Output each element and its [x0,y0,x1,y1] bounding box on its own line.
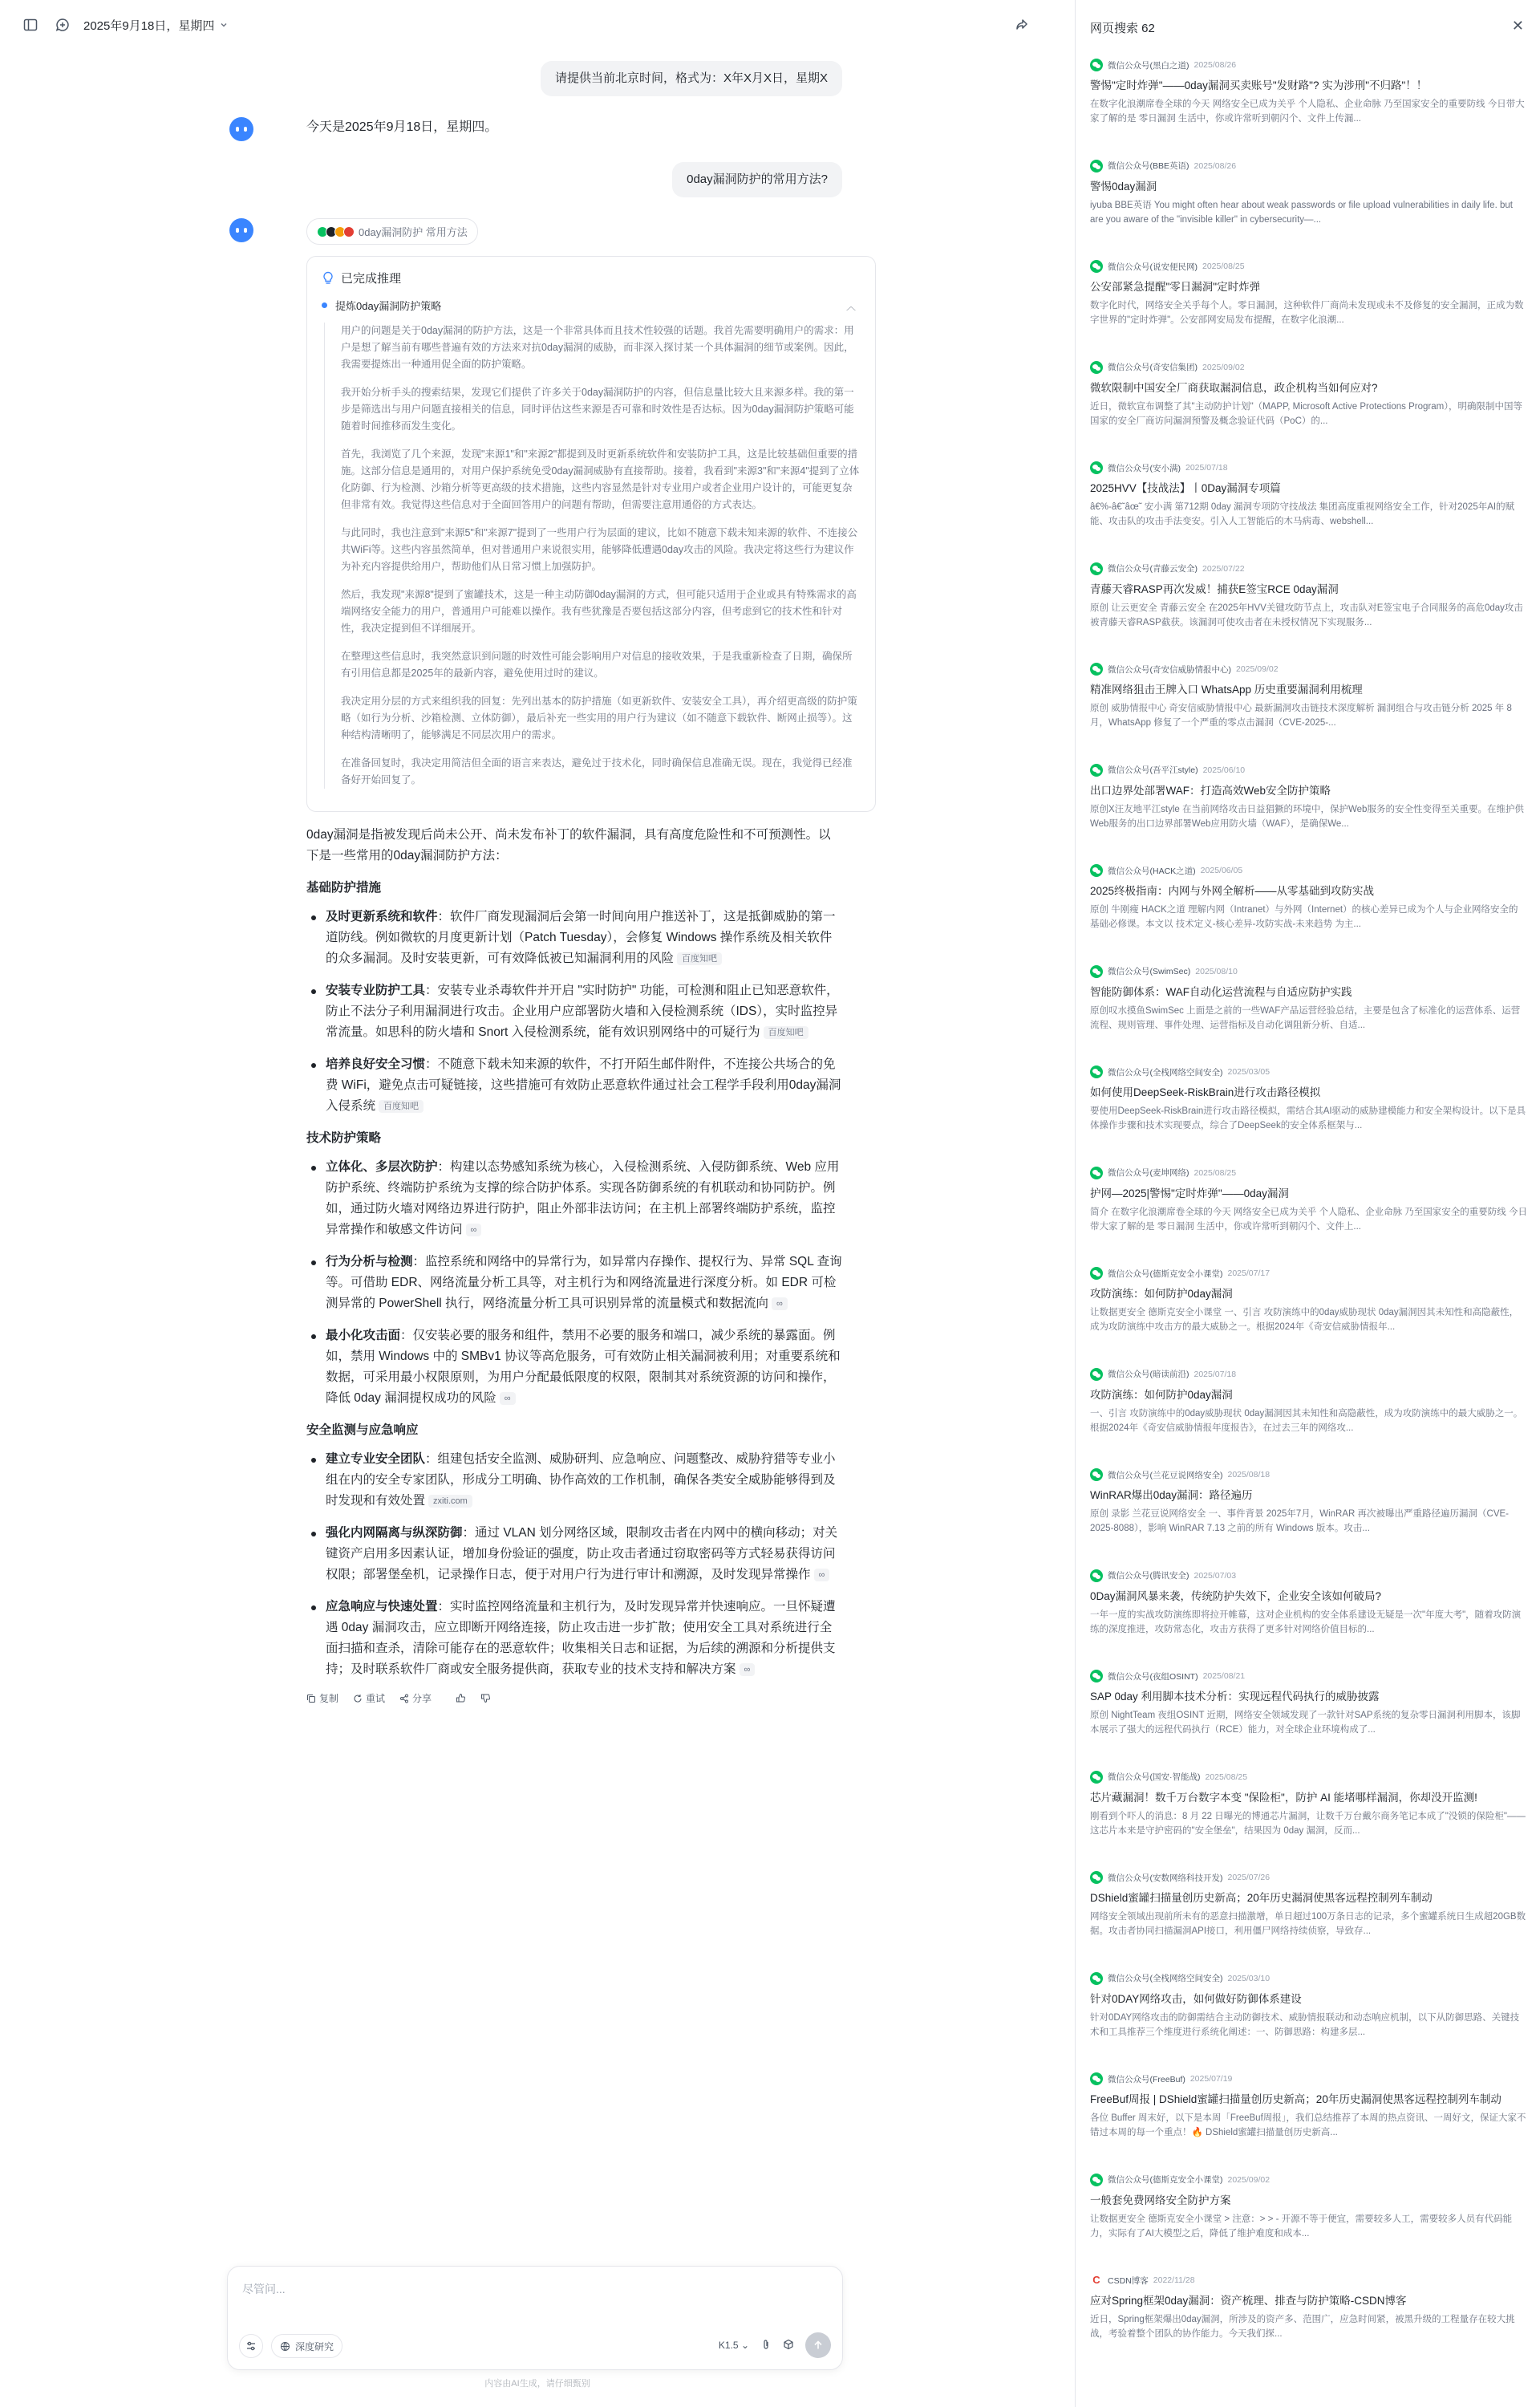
wechat-icon [1090,1468,1103,1481]
wechat-icon [1090,461,1103,474]
assistant-message [265,117,842,138]
result-title[interactable]: 应对Spring框架0day漏洞：资产梳理、排查与防护策略-CSDN博客 [1090,2295,1407,2307]
result-source: 微信公众号(黑白之道) [1108,60,1189,71]
result-snippet: 针对0DAY网络攻击的防御需结合主动防御技术、威胁情报联动和动态响应机制，以下从防御思路、关键技术和工具推荐三个维度进行系统化阐述：一、防御思路：构建多层... [1090,2012,1520,2037]
result-meta [1090,1669,1527,1683]
search-results-list [1090,58,1527,2374]
wechat-icon [1090,965,1103,978]
wechat-icon [1090,562,1103,575]
citation-badge[interactable]: 百度知吧 [379,1100,424,1113]
assistant-message [265,218,860,1705]
search-result[interactable] [1090,1770,1527,1871]
result-source: 微信公众号(麦坤网络) [1108,1168,1189,1178]
reasoning-header [322,270,861,286]
chevron-down-icon [219,20,229,30]
new-chat-icon[interactable] [51,14,74,36]
item-text: ：安装专业杀毒软件并开启 "实时防护" 功能，可检测和阻止已知恶意软件，防止不法分子利用漏洞进行攻击。企业用户应部署防火墙和入侵检测系统（IDS），实时监控异常流量。如思科的防火墙和 Snort 入侵检测系统，能有效识别网络中的可疑行为 [326,984,839,1039]
result-date: 2025/07/18 [1194,1369,1237,1379]
search-result[interactable] [1090,662,1527,763]
section-heading: 技术防护策略 [306,1131,382,1145]
citation-badge[interactable]: 百度知吧 [677,952,722,965]
reasoning-panel [306,256,876,812]
result-snippet: 数字化时代，网络安全关乎每个人。零日漏洞，这种软件厂商尚未发现或未不及修复的安全漏洞，正成为数字世界的"定时炸弹"。公安部网安局发布提醒，在数字化浪潮... [1090,301,1524,325]
result-title[interactable]: 2025HVV【技战法】丨0Day漏洞专项篇 [1090,482,1281,494]
list-item [306,907,842,969]
result-title[interactable]: 智能防御体系：WAF自动化运营流程与自适应防护实践 [1090,985,1352,998]
section-list [306,907,842,1117]
wechat-icon [1090,663,1103,676]
search-sources-chip[interactable] [306,218,478,245]
list-item [306,1252,842,1314]
result-title[interactable]: 芯片藏漏洞！数千万台数字本变 "保险柜"，防护 AI 能堵哪样漏洞，你却没开监测! [1090,1791,1477,1804]
search-result[interactable] [1090,1870,1527,1971]
wechat-icon [1090,1167,1103,1179]
item-text: ：组建包括安全监测、威胁研判、应急响应、问题整改、威胁狩猎等专业小组在内的安全专家团队，形成分工明确、协作高效的工作机制，确保各类安全威胁能够得到及时发现和有效处置 [326,1452,836,1508]
result-meta [1090,461,1527,475]
result-meta [1090,1266,1527,1281]
send-button[interactable] [805,2332,831,2358]
result-meta [1090,662,1527,676]
search-result[interactable] [1090,2173,1527,2274]
result-date: 2025/07/22 [1202,563,1245,574]
assistant-reply-1: 今天是2025年9月18日，星期四。 [306,120,498,134]
reasoning-step[interactable] [322,298,861,313]
result-meta [1090,863,1527,878]
result-source: 微信公众号(说安便民网) [1108,262,1198,272]
item-text: ：通过 VLAN 划分网络区域，限制攻击者在内网中的横向移动；对关键资产启用多因素认证，增加身份验证的强度，防止攻击者通过窃取密码等方式轻易获得访问权限；部署堡垒机，记录操作日志，便于对用户行为进行审计和溯源，及时发现异常操作 [326,1526,838,1581]
lightbulb-icon [322,271,334,286]
result-title[interactable]: 出口边界处部署WAF：打造高效Web安全防护策略 [1090,784,1331,797]
copy-icon [306,1694,316,1703]
reasoning-paragraph: 在准备回复时，我决定用简洁但全面的语言来表达，避免过于技术化，同时确保信息准确无误。现在，我觉得已经准备好开始回复了。 [341,757,853,785]
top-bar [0,0,1075,50]
result-date: 2025/09/02 [1202,362,1245,372]
result-snippet: 让数据更安全 德斯克安全小课堂 > 注意：> > - 开源不等于便宜，需要较多人工，需要较多人员有代码能力，实际有了AI大模型之后，降低了维护难度和成本... [1090,2214,1513,2239]
conversation [265,50,860,1726]
result-snippet: 各位 Buffer 周末好，以下是本周「FreeBuf周报」，我们总结推荐了本周的热点资讯、一周好文，保证大家不错过本周的每一个重点！🔥 DShield蜜罐扫描量创历史新高... [1090,2113,1526,2137]
retry-label: 重试 [366,1693,386,1704]
result-meta [1090,2173,1527,2187]
item-text: ：不随意下载未知来源的软件，不打开陌生邮件附件，不连接公共场合的免费 WiFi，避免点击可疑链接，这些措施可有效防止恶意软件通过社会工程学手段利用0day漏洞入侵系统 [326,1057,841,1113]
result-meta [1090,562,1527,576]
result-title[interactable]: 攻防演练：如何防护0day漏洞 [1090,1388,1233,1401]
result-date: 2025/07/26 [1227,1873,1270,1882]
result-title[interactable]: 攻防演练：如何防护0day漏洞 [1090,1288,1233,1300]
result-meta [1090,1971,1527,1986]
wechat-icon [1090,2174,1103,2186]
result-source: CSDN博客 [1108,2275,1149,2286]
search-result[interactable] [1090,461,1527,562]
result-source: 微信公众号(奇安信威胁情报中心) [1108,664,1231,675]
result-meta [1090,1870,1527,1885]
result-title[interactable]: 警惕"定时炸弹"——0day漏洞买卖账号"发财路"? 实为涉刑"不归路"！！ [1090,79,1428,91]
attach-icon[interactable] [760,2339,772,2352]
result-date: 2025/06/05 [1200,866,1243,875]
user-message [265,162,842,197]
copy-button[interactable] [306,1691,338,1705]
wechat-icon [1090,260,1103,273]
result-meta [1090,1065,1527,1079]
result-date: 2025/09/02 [1227,2174,1270,2185]
share-icon[interactable] [1011,14,1033,36]
result-snippet: 原创 NightTeam 夜组OSINT 近期，网络安全领域发现了一款针对SAP系统的复杂零日漏洞利用脚本，该脚本展示了强大的远程代码执行（RCE）能力，对全球企业环境构成了... [1090,1711,1521,1735]
wechat-icon [1090,764,1103,777]
result-title[interactable]: 2025终极指南：内网与外网全解析——从零基础到攻防实战 [1090,885,1375,897]
result-meta [1090,2072,1527,2086]
user-bubble-2: 0day漏洞防护的常用方法? [672,162,842,197]
search-result[interactable] [1090,58,1527,159]
result-date: 2025/03/10 [1227,1973,1270,1983]
result-title[interactable]: 公安部紧急提醒"零日漏洞"定时炸弹 [1090,281,1261,293]
model-label: K1.5 [718,2340,739,2351]
result-meta [1090,1467,1527,1482]
sliders-icon [245,2340,257,2352]
result-snippet: 原创 录影 兰花豆说网络安全 一、事件背景 2025年7月，WinRAR 再次被曝出严重路径遍历漏洞（CVE-2025-8088），影响 WinRAR 7.13 之前的所有 Windows 版本。攻击... [1090,1509,1510,1533]
item-text: ：构建以态势感知系统为核心，入侵检测系统、入侵防御系统、Web 应用防护系统、终端防护系统为支撑的综合防护体系。实现各防御系统的有机联动和协同防护。例如，通过防火墙对网络边界进行防护，阻止外部非法访问；在主机上部署终端防护系统，监控异常操作和敏感文件访问 [326,1160,840,1236]
search-result[interactable] [1090,1467,1527,1569]
item-title: 最小化攻击面 [326,1329,401,1342]
result-snippet: 简介 在数字化浪潮席卷全球的今天 网络安全已成为关乎 个人隐私、企业命脉 乃至国家安全的重要防线 今日带大家了解的是 零日漏洞 生活中，你或许常听到朝闪个、文件上... [1090,1207,1527,1232]
deep-research-label: 深度研究 [295,2340,334,2352]
reasoning-paragraph: 用户的问题是关于0day漏洞的防护方法，这是一个非常具体而且技术性较强的话题。我首先需要明确用户的需求：用户是想了解当前有哪些普遍有效的方法来对抗0day漏洞的威胁，而非深入探讨某一个具体漏洞的细节或案例。因此，我需要提炼出一种通用促全面的防护策略。 [341,325,854,370]
result-snippet: 原创 牛刚瘦 HACK之道 理解内网（Intranet）与外网（Internet）的核心差异已成为个人与企业网络安全的基础必修课。本文以 技术定义-核心差异-攻防实战-未来趋势 为主... [1090,905,1518,929]
item-title: 行为分析与检测 [326,1255,413,1268]
web-search-panel [1075,0,1540,2407]
list-item [306,1523,842,1585]
item-text: ：软件厂商发现漏洞后会第一时间向用户推送补丁，这是抵御威胁的第一道防线。例如微软的月度更新计划（Patch Tuesday），会修复 Windows 操作系统及相关软件的众多漏洞。及时安装更新，可有效降低被已知漏洞利用的风险 [326,910,836,965]
wechat-icon [1090,1065,1103,1078]
result-title[interactable]: 精准网络狙击王牌入口 WhatsApp 历史重要漏洞利用梳理 [1090,684,1363,696]
reasoning-paragraph: 在整理这些信息时，我突然意识到问题的时效性可能会影响用户对信息的接收效果，于是我重新检查了日期，确保所有引用信息都是2025年的最新内容，避免使用过时的建议。 [341,651,853,679]
result-meta [1090,763,1527,777]
result-title[interactable]: 微软限制中国安全厂商获取漏洞信息，政企机构当如何应对? [1090,381,1378,394]
reasoning-status: 已完成推理 [341,272,402,286]
result-snippet: 原创 威胁情报中心 奇安信威胁情报中心 最新漏洞攻击链技术深度解析 漏洞组合与攻击链分析 2025 年 8 月，WhatsApp 修复了一个严重的零点击漏洞（CVE-2025-... [1090,704,1512,728]
result-source: 微信公众号(腾讯安全) [1108,1571,1189,1581]
result-snippet: 刚看到个吓人的消息：8 月 22 日曝光的博通芯片漏洞，让数千万台戴尔商务笔记本成了"没锁的保险柜"——这芯片本来是守护密码的"安全堡垒"，结果因为 0day 漏洞，反而... [1090,1811,1526,1836]
section-heading: 基础防护措施 [306,881,382,895]
chevron-up-icon[interactable]: ︿ [845,301,856,312]
result-snippet: 近日，Spring框架爆出0day漏洞，所涉及的资产多、范围广，应急时间紧，被黑升级的工程量存在较大挑战，考验着整个团队的协作能力。今天我们探... [1090,2315,1515,2339]
list-item [306,1157,842,1240]
item-text: ：仅安装必要的服务和组件，禁用不必要的服务和端口，减少系统的暴露面。例如，禁用 Windows 中的 SMBv1 协议等高危服务，可有效防止相关漏洞被利用；对重要系统和数据，可采用最小权限原则，为用户分配最低限度的权限，限制其对系统资源的访问和操作，降低 0day 漏洞提权成功的风险 [326,1329,841,1405]
result-source: 微信公众号(BBE英语) [1108,161,1189,171]
sidebar-toggle-icon[interactable] [19,14,42,36]
list-item [306,1449,842,1512]
result-snippet: 网络安全领域出现前所未有的恶意扫描激增，单日超过100万条日志的记录，多个蜜罐系统日生成超20GB数据。攻击者协同扫描漏洞API接口，利用僵尸网络持续侦察，导致存... [1090,1912,1526,1936]
result-title[interactable]: DShield蜜罐扫描量创历史新高；20年历史漏洞使黑客远程控制列车制动 [1090,1892,1433,1904]
wechat-icon [1090,1972,1103,1985]
wechat-icon [1090,1771,1103,1784]
result-source: 微信公众号(FreeBuf) [1108,2074,1185,2084]
item-text: ：实时监控网络流量和主机行为，及时发现异常并快速响应。一旦怀疑遭遇 0day 漏洞攻击，应立即断开网络连接，防止攻击进一步扩散；使用安全工具对系统进行全面扫描和查杀，清除可能存在的恶意软件；收集相关日志和证据，为后续的溯源和分析提供支持；及时联系软件厂商或安全服务提供商，获取专业的技术支持和解决方案 [326,1600,836,1676]
wechat-icon [1090,864,1103,877]
citation-badge[interactable]: ∞ [772,1297,788,1310]
result-date: 2025/07/17 [1227,1268,1270,1278]
item-title: 立体化、多层次防护 [326,1160,438,1174]
result-title[interactable]: 0Day漏洞风暴来袭，传统防护失效下，企业安全该如何破局? [1090,1589,1382,1602]
assistant-avatar [229,218,253,242]
result-meta [1090,1166,1527,1180]
wechat-icon [1090,1871,1103,1884]
message-composer[interactable] [227,2266,843,2370]
result-date: 2025/08/25 [1205,1772,1248,1782]
citation-badge[interactable]: zxiti.com [428,1495,472,1508]
share-label: 分享 [412,1693,432,1704]
result-date: 2025/08/26 [1194,60,1237,70]
search-result[interactable] [1090,1367,1527,1468]
result-date: 2022/11/28 [1153,2275,1195,2285]
citation-badge[interactable]: ∞ [500,1392,516,1405]
result-meta [1090,360,1527,375]
csdn-icon: C [1092,2274,1100,2286]
wechat-icon [1090,1670,1103,1682]
result-snippet: 一年一度的实战攻防演练即将拉开帷幕，这对企业机构的安全体系建设无疑是一次"年度大考"，随着攻防演练的深度推进，攻防常态化，攻击方获得了更多针对网络价值目标的... [1090,1609,1522,1634]
globe-icon [280,2341,290,2352]
item-title: 及时更新系统和软件 [326,910,438,923]
cube-icon[interactable] [783,2339,794,2352]
result-meta [1090,259,1527,274]
result-date: 2025/07/19 [1189,2074,1233,2084]
answer-sections [306,878,842,1680]
result-snippet: 近日，微软宣布调整了其"主动防护计划"（MAPP, Microsoft Active Protections Program），明确限制中国等国家的安全厂商访问漏洞预警及概念验证代码（PoC）的... [1090,401,1522,426]
result-date: 2025/08/25 [1194,1167,1237,1178]
citation-badge[interactable]: ∞ [466,1224,482,1236]
result-source: 微信公众号(SwimSec) [1108,967,1191,976]
result-date: 2025/03/05 [1227,1067,1270,1077]
result-snippet: â€%-â€˜âœ˜ 安小满 第712期 0day 漏洞专项防守技战法 集团高度重视网络安全工作，针对2025年AI的赋能、攻击队的攻击手法变安。引入人工智能后的木马病毒、webshell... [1090,502,1515,526]
citation-badge[interactable]: 百度知吧 [764,1026,808,1039]
result-date: 2025/08/21 [1202,1671,1246,1681]
wechat-icon [1090,2072,1103,2085]
search-result[interactable] [1090,964,1527,1065]
reasoning-body [324,323,861,789]
result-date: 2025/09/02 [1236,664,1279,674]
result-title[interactable]: 警惕0day漏洞 [1090,180,1157,193]
result-date: 2025/08/10 [1195,966,1238,976]
search-result[interactable] [1090,763,1527,864]
search-result[interactable] [1090,1669,1527,1770]
result-date: 2025/06/10 [1202,765,1246,775]
list-item [306,1597,842,1680]
result-meta [1090,1569,1527,1583]
search-result[interactable] [1090,1065,1527,1166]
result-title[interactable]: FreeBuf周报 | DShield蜜罐扫描量创历史新高；20年历史漏洞使黑客远程控制列车制动 [1090,2093,1502,2105]
result-title[interactable]: 针对0DAY网络攻击，如何做好防御体系建设 [1090,1992,1302,2005]
refresh-icon [353,1694,363,1703]
result-date: 2025/08/26 [1194,160,1237,171]
result-source: 微信公众号(青藤云安全) [1108,564,1198,574]
result-source: 微信公众号(安小满) [1108,463,1181,473]
list-item [306,1054,842,1117]
result-meta [1090,58,1527,72]
result-meta [1090,1770,1527,1784]
item-title: 应急响应与快速处置 [326,1600,438,1613]
result-date: 2025/07/03 [1194,1570,1237,1581]
model-selector[interactable]: K1.5 ⌄ [718,2340,749,2351]
list-item [306,980,842,1043]
result-source: 微信公众号(夜组OSINT) [1108,1671,1198,1682]
wechat-icon [1090,1569,1103,1582]
user-message [265,61,842,96]
result-title[interactable]: 青藤天睿RASP再次发威！捕获E签宝RCE 0day漏洞 [1090,582,1339,595]
result-source: 微信公众号(国安·智能战) [1108,1772,1201,1782]
search-result[interactable] [1090,1569,1527,1670]
item-title: 强化内网隔离与纵深防御 [326,1526,463,1540]
item-title: 培养良好安全习惯 [326,1057,426,1071]
share-button[interactable] [399,1691,432,1705]
search-result[interactable] [1090,1971,1527,2072]
search-result[interactable] [1090,360,1527,461]
list-item [306,1325,842,1409]
result-source: 微信公众号(暗读前沿) [1108,1370,1189,1379]
item-title: 安装专业防护工具 [326,984,426,997]
search-result[interactable] [1090,2273,1527,2374]
result-source: 微信公众号(HACK之道) [1108,866,1196,876]
result-meta [1090,964,1527,979]
result-date: 2025/07/18 [1185,463,1228,473]
retry-button[interactable] [353,1691,385,1705]
result-source: 微信公众号(安数网络科技开发) [1108,1873,1223,1883]
result-meta [1090,159,1527,173]
close-icon[interactable]: ✕ [1511,18,1524,34]
reasoning-paragraph: 首先，我浏览了几个来源，发现"来源1"和"来源2"都提到及时更新系统软件和安装防护工具，这是比较基础但重要的措施。这部分信息是通用的，对用户保护系统免受0day漏洞威胁有直接帮助。接着，我看到"来源3"和"来源4"提到了立体化防御、行为检测、沙箱分析等更高级的技术措施，这些内容显然是针对专业用户或者企业用户设计的，可能更复杂但非常有效。我觉得这些信息对于全面回答用户的问题有帮助，但需要注意用通俗的方式表达。 [341,449,860,510]
section-list [306,1449,842,1680]
result-meta [1090,2273,1527,2287]
result-source: 微信公众号(德斯克安全小课堂) [1108,1268,1223,1279]
result-title[interactable]: SAP 0day 利用脚本技术分析：实现远程代码执行的威胁披露 [1090,1691,1380,1703]
result-date: 2025/08/25 [1202,262,1245,271]
arrow-up-icon [813,2340,824,2351]
result-snippet: 原创X汪友地平江style 在当前网络攻击日益猖獗的环境中，保护Web服务的安全性变得至关重要。在维护供Web服务的出口边界部署Web应用防火墙（WAF），是确保We... [1090,804,1524,829]
wechat-icon [1090,1368,1103,1381]
section-heading: 安全监测与应急响应 [306,1423,419,1437]
result-source: 微信公众号(奇安信集团) [1108,363,1198,372]
item-title: 建立专业安全团队 [326,1452,426,1466]
wechat-icon [1090,59,1103,71]
result-title[interactable]: 如何使用DeepSeek-RiskBrain进行攻击路径模拟 [1090,1086,1321,1098]
result-source: 微信公众号(全栈网络空间安全) [1108,1067,1223,1078]
result-snippet: 原创 让云更安全 青藤云安全 在2025年HVV关键攻防节点上，攻击队对E签宝电子合同服务的高危0day攻击被青藤天睿RASP截获。该漏洞可使攻击者在未授权情况下实现服务... [1090,603,1523,627]
result-title[interactable]: 一般套免费网络安全防护方案 [1090,2194,1231,2206]
search-result[interactable] [1090,562,1527,663]
result-date: 2025/08/18 [1227,1470,1270,1480]
wechat-icon [1090,361,1103,374]
reasoning-step-title: 提炼0day漏洞防护策略 [335,300,442,312]
result-title[interactable]: 护网—2025|警惕"定时炸弹"——0day漏洞 [1090,1187,1289,1199]
result-source: 微信公众号(吾平江style) [1108,765,1198,775]
source-icons [317,226,352,237]
thumbs-up-icon[interactable] [456,1693,466,1703]
message-actions [306,1691,842,1705]
result-snippet: 一、引言 攻防演练中的0day威胁现状 0day漏洞因其未知性和高隐蔽性，成为攻防演练中的最大威胁之一。根据2024年《奇安信威胁情报年度报告》，在过去三年的网络攻... [1090,1408,1523,1433]
result-snippet: 原创叹水摸鱼SwimSec 上面是之前的一些WAF产品运营经验总结，主要是包含了标准化的运营体系、运营流程、规则管理、事件处理、运营指标及自动化调阻新分析、自适... [1090,1005,1521,1030]
wechat-icon [1090,160,1103,173]
search-result[interactable] [1090,1266,1527,1367]
user-bubble-1: 请提供当前北京时间，格式为：X年X月X日，星期X [541,61,842,96]
ai-disclaimer: 内容由AI生成，请仔细甄别 [484,2379,590,2389]
item-text: ：监控系统和网络中的异常行为，如异常内存操作、提权行为、异常 SQL 查询等。可借助 EDR、网络流量分析工具等，对主机行为和网络流量进行深度分析。如 EDR 可检测异常的 PowerShell 执行，网络流量分析工具可识别异常的流量模式和数据流向 [326,1255,842,1310]
search-panel-title: 网页搜索 62 [1090,22,1155,35]
result-source: 微信公众号(全栈网络空间安全) [1108,1974,1223,1983]
result-snippet: 在数字化浪潮席卷全球的今天 网络安全已成为关乎 个人隐私、企业命脉 乃至国家安全的重要防线 今日带大家了解的是 零日漏洞 生活中，你或许常听到朝闪个、文件上传漏... [1090,99,1525,124]
composer-right-tools [719,2332,831,2358]
result-title[interactable]: WinRAR爆出0day漏洞：路径遍历 [1090,1489,1253,1501]
result-source: 微信公众号(兰花豆说网络安全) [1108,1470,1223,1480]
share-icon [399,1694,409,1703]
reasoning-paragraph: 我开始分析手头的搜索结果，发现它们提供了许多关于0day漏洞防护的内容，但信息量比较大且来源多样。我的第一步是筛选出与用户问题直接相关的信息，同时评估这些来源是否可靠和时效性是否达标。因为0day漏洞防护策略可能随着时间推移而发生变化。 [341,387,854,432]
search-result[interactable] [1090,2072,1527,2173]
copy-label: 复制 [319,1693,339,1704]
reasoning-paragraph: 我决定用分层的方式来组织我的回复：先列出基本的防护措施（如更新软件、安装安全工具），再介绍更高级的防护策略（如行为分析、沙箱检测、立体防御），最后补充一些实用的用户行为建议（如不随意下载软件、断网止损等）。这种结构清晰明了，能够满足不同层次用户的需求。 [341,696,857,741]
search-query-label: 0day漏洞防护 常用方法 [359,226,468,238]
result-meta [1090,1367,1527,1382]
search-result[interactable] [1090,863,1527,964]
result-snippet: iyuba BBE英语 You might often hear about weak passwords or file upload vulnerabilities in daily life. but are you aware of the "invisible killer" in cybersecurity—... [1090,200,1513,225]
result-snippet: 让数据更安全 德斯克安全小课堂 一、引言 攻防演练中的0day威胁现状 0day漏洞因其未知性和高隐蔽性，成为攻防演练中攻击方的最大威胁之一。根据2024年《奇安信威胁情报年... [1090,1308,1519,1332]
citation-badge[interactable]: ∞ [740,1663,756,1676]
search-result[interactable] [1090,159,1527,260]
reasoning-paragraph: 然后，我发现"来源8"提到了蜜罐技术，这是一种主动防御0day漏洞的方式，但可能只适用于企业或具有特殊需求的高端网络安全能力的用户，普通用户可能难以操作。我有些犹豫是否要包括这部分内容，但考虑到它的技术性和针对性，我决定提到但不详细展开。 [341,589,857,634]
result-snippet: 要使用DeepSeek-RiskBrain进行攻击路径模拟，需结合其AI驱动的威胁建模能力和安全架构设计。以下是具体操作步骤和技术实现要点，综合了DeepSeek的安全体系框架与... [1090,1106,1526,1130]
tools-button[interactable] [239,2334,263,2358]
section-list [306,1157,842,1409]
answer [306,825,842,1680]
wechat-icon [1090,1267,1103,1280]
search-result[interactable] [1090,1166,1527,1267]
answer-intro: 0day漏洞是指被发现后尚未公开、尚未发布补丁的软件漏洞，具有高度危险性和不可预测性。以下是一些常用的0day漏洞防护方法： [306,828,831,863]
composer-left-tools [239,2334,342,2358]
deep-research-button[interactable] [271,2334,342,2358]
search-result[interactable] [1090,259,1527,360]
thumbs-down-icon[interactable] [480,1693,491,1703]
result-source: 微信公众号(德斯克安全小课堂) [1108,2175,1223,2185]
composer-input[interactable]: 尽管问... [242,2283,286,2295]
reasoning-paragraph: 与此同时，我也注意到"来源5"和"来源7"提到了一些用户行为层面的建议，比如不随意下载未知来源的软件、不连接公共WiFi等。这些内容虽然简单，但对普通用户来说很实用，能够降低遭遇0day攻击的风险。我决定将这些行为建议作为补充内容提供给用户，帮助他们从日常习惯上加强防护。 [341,527,858,572]
chat-title-text: 2025年9月18日，星期四 [83,18,215,33]
assistant-avatar [229,117,253,141]
chat-title[interactable] [83,17,229,34]
citation-badge[interactable]: ∞ [814,1569,830,1581]
step-dot [322,302,327,308]
